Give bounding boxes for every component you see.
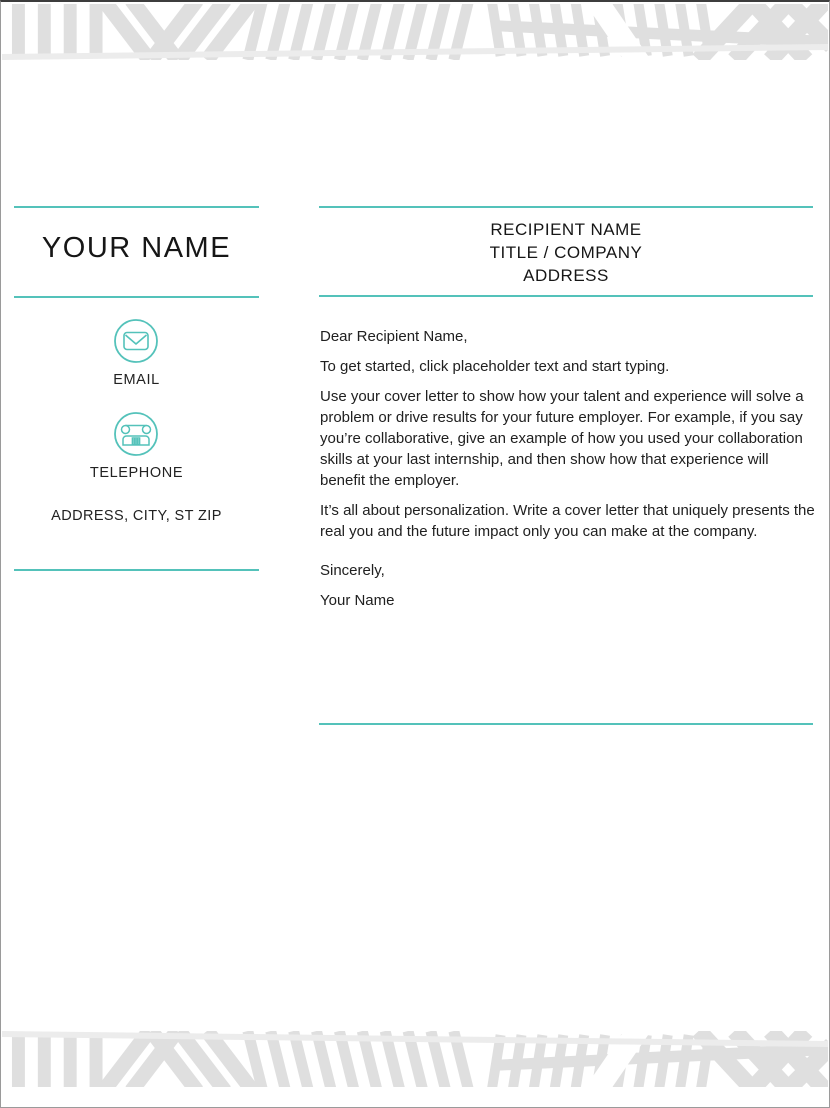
closing[interactable]: Sincerely,: [320, 562, 385, 579]
recipient-address-placeholder[interactable]: ADDRESS: [523, 266, 609, 285]
signature-rule: [319, 723, 813, 725]
recipient-name-placeholder[interactable]: RECIPIENT NAME: [490, 220, 642, 239]
address-placeholder[interactable]: ADDRESS, CITY, ST ZIP: [51, 508, 222, 524]
sidebar-rule-under-name: [14, 296, 259, 298]
telephone-label[interactable]: TELEPHONE: [89, 465, 184, 481]
email-label[interactable]: EMAIL: [113, 372, 160, 388]
sidebar-rule-bottom: [14, 569, 259, 571]
salutation[interactable]: Dear Recipient Name,: [320, 328, 468, 345]
letter-paragraph[interactable]: To get started, click placeholder text and start typing.: [320, 358, 670, 375]
recipient-rule-top: [319, 206, 813, 208]
recipient-block[interactable]: [319, 218, 813, 287]
letter-paragraph[interactable]: It’s all about personalization. Write a cover letter that uniquely presents the real you and the future impact only you can make at the company.: [320, 502, 815, 540]
decorative-stripes-banner-top: [2, 4, 828, 60]
telephone-icon: [113, 411, 159, 457]
signature-name-placeholder[interactable]: Your Name: [320, 592, 395, 609]
recipient-rule-bottom: [319, 295, 813, 297]
recipient-title-company-placeholder[interactable]: TITLE / COMPANY: [489, 243, 643, 262]
letter-paragraph[interactable]: Use your cover letter to show how your talent and experience will solve a problem or drive results for your future employer. For example, if you say you’re collaborative, give an example of how you used your collaboration skills at your last internship, and then show how that experience will benefit the employer.: [320, 388, 804, 489]
email-icon: [113, 318, 159, 364]
your-name-placeholder[interactable]: YOUR NAME: [41, 232, 232, 264]
sidebar-rule-top: [14, 206, 259, 208]
decorative-stripes-banner-bottom: [2, 1031, 828, 1087]
letter-body: [320, 326, 816, 620]
